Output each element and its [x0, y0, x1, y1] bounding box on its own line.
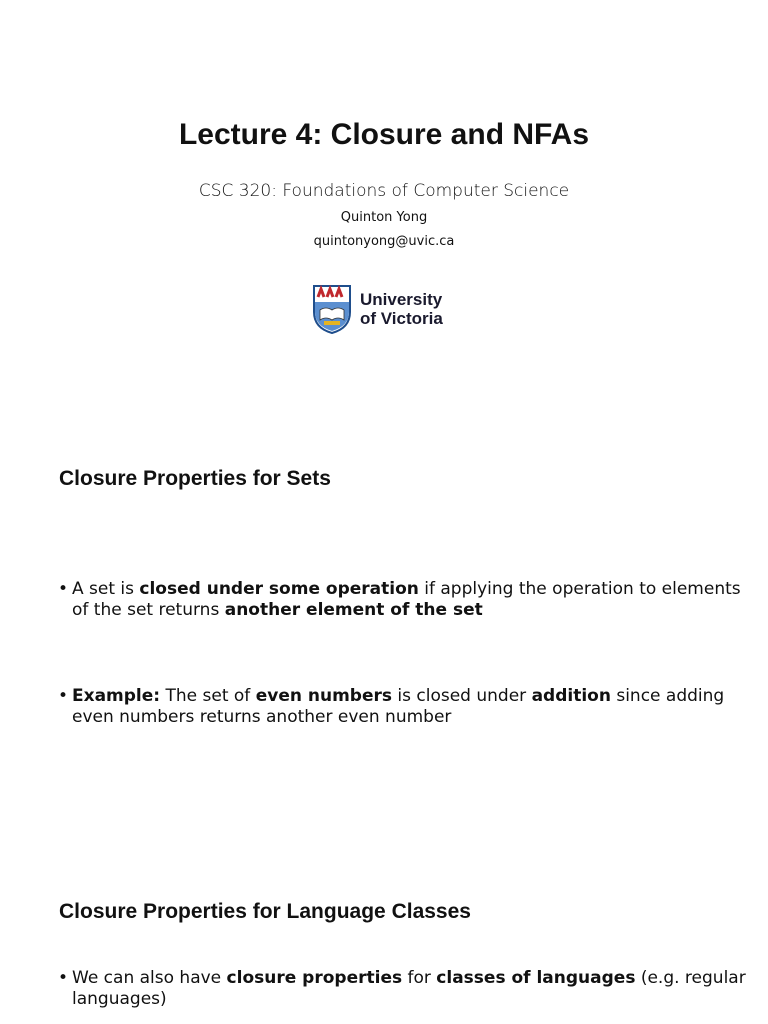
course-name: CSC 320: Foundations of Computer Science [198, 181, 570, 201]
list-item: • We can also have closure properties for classes of languages (e.g. regular languages) [58, 968, 746, 1009]
author-name: Quinton Yong [340, 210, 428, 225]
section-heading: Closure Properties for Language Classes [59, 900, 471, 923]
list-item: • Example: The set of even numbers is closed under addition since adding even numbers returns another even number [58, 686, 725, 727]
list-item: • A set is closed under some operation if applying the operation to elements of the set returns another element of the set [58, 579, 741, 620]
lecture-title: Lecture 4: Closure and NFAs [178, 118, 590, 151]
uvic-shield-icon [312, 284, 352, 334]
section-heading: Closure Properties for Sets [59, 467, 331, 490]
uvic-logo [312, 284, 443, 334]
author-email: quintonyong@uvic.ca [313, 234, 455, 249]
logo-text: University of Victoria [360, 290, 443, 328]
